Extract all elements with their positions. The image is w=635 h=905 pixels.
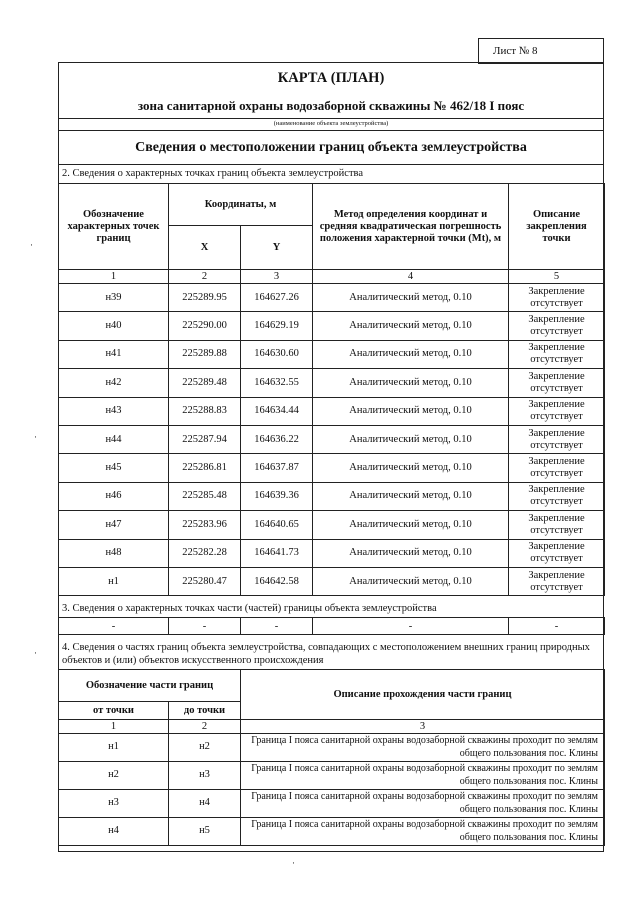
fixing: Закрепление отсутствует xyxy=(509,567,605,595)
coord-y: 164641.73 xyxy=(241,539,313,567)
method: Аналитический метод, 0.10 xyxy=(313,539,509,567)
coord-x: 225280.47 xyxy=(169,567,241,595)
from-point: н4 xyxy=(59,818,169,846)
column-number: 2 xyxy=(169,270,241,284)
boundary-parts-table xyxy=(58,669,605,846)
coord-y: 164630.60 xyxy=(241,340,313,368)
coord-y: 164642.58 xyxy=(241,567,313,595)
table-row xyxy=(59,284,605,312)
scan-speck: · xyxy=(30,240,33,250)
coord-x: 225289.88 xyxy=(169,340,241,368)
empty-cell: - xyxy=(313,618,509,635)
table-row xyxy=(59,790,605,818)
coord-y: 164640.65 xyxy=(241,511,313,539)
to-point: н5 xyxy=(169,818,241,846)
method: Аналитический метод, 0.10 xyxy=(313,340,509,368)
boundary-description: Граница I пояса санитарной охраны водозаборной скважины проходит по землям общего пользования пос. Клины xyxy=(241,818,605,846)
empty-cell: - xyxy=(509,618,605,635)
divider xyxy=(58,164,604,165)
point-id: н46 xyxy=(59,482,169,510)
coord-y: 164636.22 xyxy=(241,425,313,453)
header-designation: Обозначение характерных точек границ xyxy=(59,184,169,270)
table-row xyxy=(59,762,605,790)
column-number: 5 xyxy=(509,270,605,284)
empty-cell: - xyxy=(241,618,313,635)
header-y: Y xyxy=(241,226,313,270)
table-row xyxy=(59,511,605,539)
table-row xyxy=(59,539,605,567)
document-subtitle: зона санитарной охраны водозаборной скважины № 462/18 I пояс xyxy=(137,98,525,113)
coord-y: 164627.26 xyxy=(241,284,313,312)
header-part-designation: Обозначение части границ xyxy=(59,670,241,702)
method: Аналитический метод, 0.10 xyxy=(313,454,509,482)
column-number: 4 xyxy=(313,270,509,284)
table-row xyxy=(59,312,605,340)
coord-x: 225282.28 xyxy=(169,539,241,567)
column-number: 2 xyxy=(169,720,241,734)
boundary-description: Граница I пояса санитарной охраны водозаборной скважины проходит по землям общего пользования пос. Клины xyxy=(241,790,605,818)
coord-y: 164639.36 xyxy=(241,482,313,510)
header-from: от точки xyxy=(59,702,169,720)
method: Аналитический метод, 0.10 xyxy=(313,425,509,453)
column-number: 3 xyxy=(241,720,605,734)
table-row xyxy=(59,425,605,453)
point-id: н42 xyxy=(59,369,169,397)
coord-x: 225288.83 xyxy=(169,397,241,425)
point-id: н48 xyxy=(59,539,169,567)
coord-y: 164629.19 xyxy=(241,312,313,340)
fixing: Закрепление отсутствует xyxy=(509,369,605,397)
table-row xyxy=(59,734,605,762)
header-coordinates: Координаты, м xyxy=(169,184,313,226)
sheet-number: Лист № 8 xyxy=(493,45,538,57)
scan-speck: · xyxy=(34,648,37,658)
table-row xyxy=(59,567,605,595)
empty-cell: - xyxy=(169,618,241,635)
coord-x: 225286.81 xyxy=(169,454,241,482)
fixing: Закрепление отсутствует xyxy=(509,312,605,340)
header-method: Метод определения координат и средняя квадратическая погрешность положения характерной точки (Mt), м xyxy=(313,184,509,270)
coord-x: 225289.48 xyxy=(169,369,241,397)
method: Аналитический метод, 0.10 xyxy=(313,397,509,425)
table-row xyxy=(59,482,605,510)
coord-y: 164632.55 xyxy=(241,369,313,397)
fixing: Закрепление отсутствует xyxy=(509,511,605,539)
scan-speck: · xyxy=(292,858,295,868)
coord-x: 225287.94 xyxy=(169,425,241,453)
fixing: Закрепление отсутствует xyxy=(509,340,605,368)
coord-y: 164634.44 xyxy=(241,397,313,425)
column-number: 1 xyxy=(59,720,169,734)
header-to: до точки xyxy=(169,702,241,720)
table-row xyxy=(59,369,605,397)
point-id: н1 xyxy=(59,567,169,595)
fixing: Закрепление отсутствует xyxy=(509,425,605,453)
to-point: н3 xyxy=(169,762,241,790)
to-point: н2 xyxy=(169,734,241,762)
fixing: Закрепление отсутствует xyxy=(509,284,605,312)
table-row xyxy=(59,618,605,635)
coord-y: 164637.87 xyxy=(241,454,313,482)
header-x: X xyxy=(169,226,241,270)
fixing: Закрепление отсутствует xyxy=(509,539,605,567)
table-row xyxy=(59,818,605,846)
empty-cell: - xyxy=(59,618,169,635)
point-id: н44 xyxy=(59,425,169,453)
fixing: Закрепление отсутствует xyxy=(509,482,605,510)
coord-x: 225283.96 xyxy=(169,511,241,539)
fixing: Закрепление отсутствует xyxy=(509,454,605,482)
method: Аналитический метод, 0.10 xyxy=(313,511,509,539)
section3-label: 3. Сведения о характерных точках части (частей) границы объекта землеустройства xyxy=(62,603,437,614)
part-points-table xyxy=(58,617,605,635)
column-number: 3 xyxy=(241,270,313,284)
to-point: н4 xyxy=(169,790,241,818)
document-title: КАРТА (ПЛАН) xyxy=(277,70,385,86)
from-point: н3 xyxy=(59,790,169,818)
characteristic-points-table xyxy=(58,183,605,596)
boundary-description: Граница I пояса санитарной охраны водозаборной скважины проходит по землям общего пользования пос. Клины xyxy=(241,762,605,790)
divider xyxy=(58,118,604,119)
method: Аналитический метод, 0.10 xyxy=(313,567,509,595)
method: Аналитический метод, 0.10 xyxy=(313,369,509,397)
point-id: н39 xyxy=(59,284,169,312)
section2-label: 2. Сведения о характерных точках границ объекта землеустройства xyxy=(62,168,364,179)
column-number: 1 xyxy=(59,270,169,284)
section-title: Сведения о местоположении границ объекта землеустройства xyxy=(135,140,527,155)
from-point: н2 xyxy=(59,762,169,790)
boundary-description: Граница I пояса санитарной охраны водозаборной скважины проходит по землям общего пользования пос. Клины xyxy=(241,734,605,762)
method: Аналитический метод, 0.10 xyxy=(313,284,509,312)
coord-x: 225289.95 xyxy=(169,284,241,312)
header-fixing: Описание закрепления точки xyxy=(509,184,605,270)
method: Аналитический метод, 0.10 xyxy=(313,482,509,510)
object-name-caption: (наименование объекта землеустройства) xyxy=(273,120,389,127)
table-row xyxy=(59,454,605,482)
point-id: н41 xyxy=(59,340,169,368)
coord-x: 225285.48 xyxy=(169,482,241,510)
sheet-number-box xyxy=(478,38,604,64)
point-id: н43 xyxy=(59,397,169,425)
point-id: н47 xyxy=(59,511,169,539)
fixing: Закрепление отсутствует xyxy=(509,397,605,425)
table-row xyxy=(59,397,605,425)
table-row xyxy=(59,340,605,368)
header-description: Описание прохождения части границ xyxy=(241,670,605,720)
method: Аналитический метод, 0.10 xyxy=(313,312,509,340)
coord-x: 225290.00 xyxy=(169,312,241,340)
section4-label: 4. Сведения о частях границ объекта землеустройства, совпадающих с местоположением внешних границ природных объектов и (или) объектов искусственного происхождения xyxy=(62,642,590,666)
point-id: н40 xyxy=(59,312,169,340)
scan-speck: · xyxy=(34,432,37,442)
from-point: н1 xyxy=(59,734,169,762)
divider xyxy=(58,130,604,131)
point-id: н45 xyxy=(59,454,169,482)
